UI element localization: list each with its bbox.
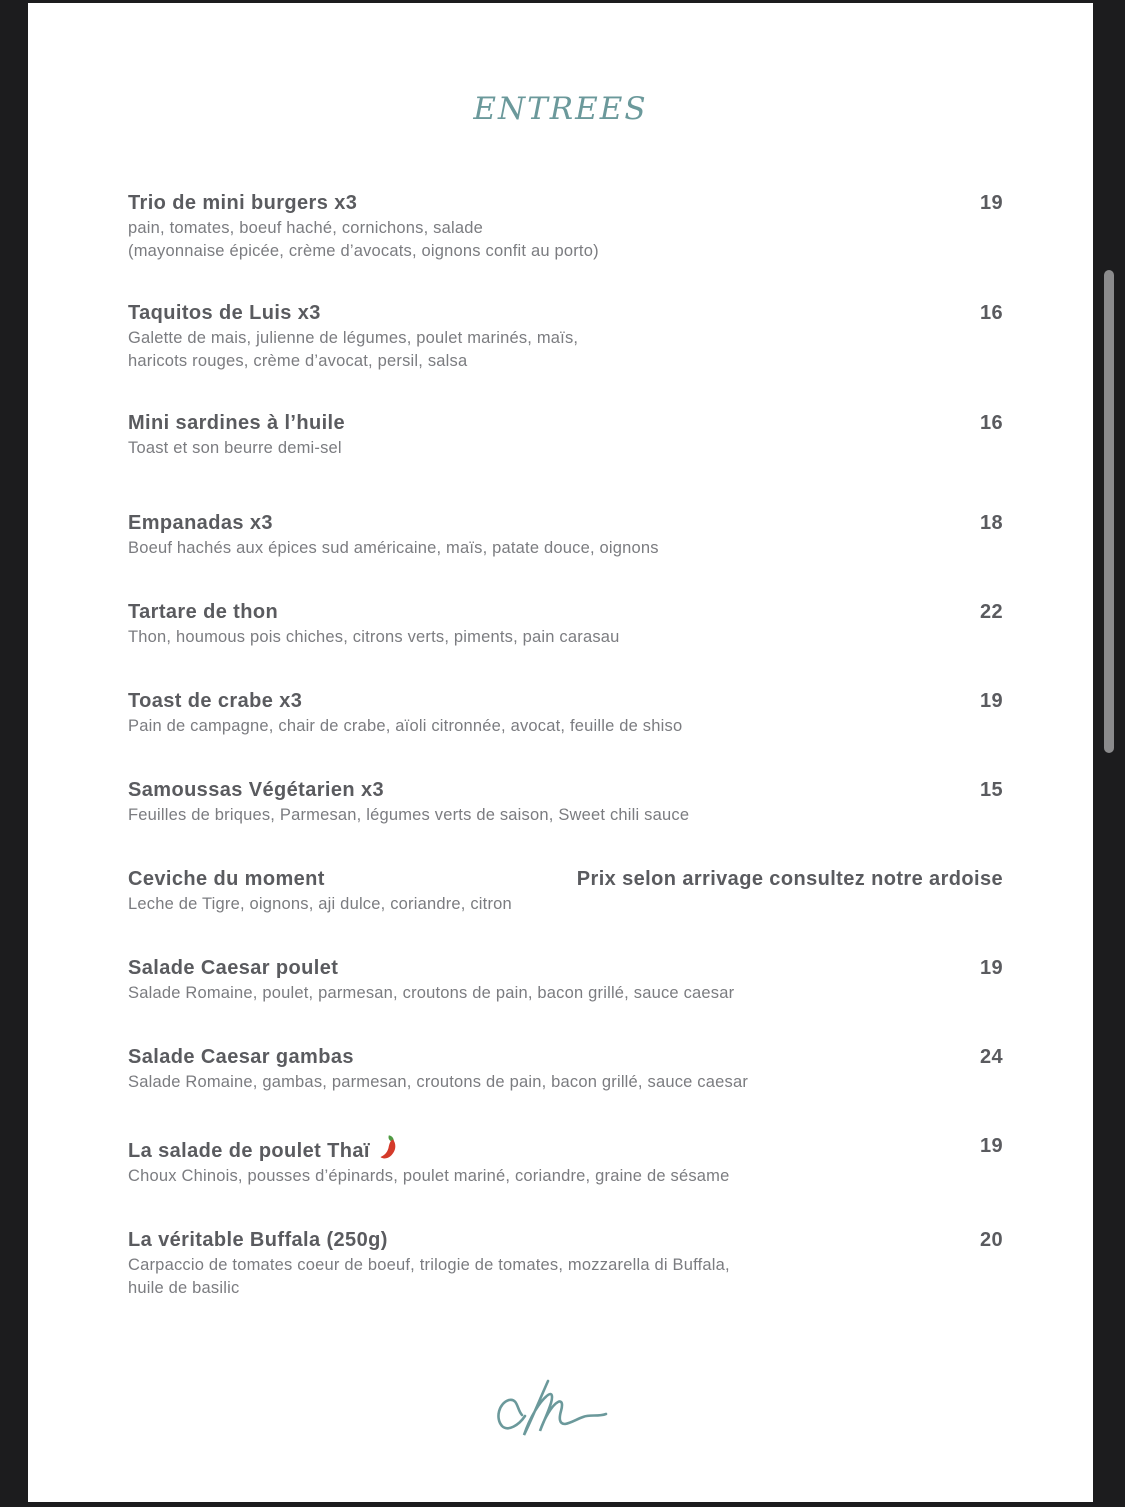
menu-item-head <box>128 301 1003 325</box>
item-name <box>128 1045 354 1069</box>
brand-signature <box>28 1377 1093 1442</box>
item-name <box>128 411 345 435</box>
item-name-text: La véritable Buffala (250g) <box>128 1229 388 1251</box>
item-price: 16 <box>979 412 1003 434</box>
description-line: Choux Chinois, pousses d’épinards, poulet mariné, coriandre, graine de sésame <box>128 1167 730 1185</box>
menu-item <box>128 600 1003 649</box>
menu-item-head <box>128 191 1003 215</box>
description-line: Thon, houmous pois chiches, citrons verts, piments, pain carasau <box>128 628 620 646</box>
item-name-text: Salade Caesar poulet <box>128 957 339 979</box>
item-name-text: Tartare de thon <box>128 601 279 623</box>
item-name-text: Mini sardines à l’huile <box>128 412 346 434</box>
description-line: Leche de Tigre, oignons, aji dulce, coriandre, citron <box>128 895 512 913</box>
item-name <box>128 956 338 980</box>
item-description <box>128 626 1003 649</box>
item-name-text: Ceviche du moment <box>128 868 325 890</box>
item-description <box>128 893 1003 916</box>
menu-item <box>128 1045 1003 1094</box>
menu-item <box>128 1228 1003 1300</box>
item-name <box>128 689 302 713</box>
menu-item <box>128 956 1003 1005</box>
menu-list <box>128 191 1003 1300</box>
menu-item <box>128 191 1003 263</box>
menu-item-head <box>128 867 1003 891</box>
page-title: ENTREES <box>473 91 648 127</box>
description-line: (mayonnaise épicée, crème d’avocats, oignons confit au porto) <box>128 242 599 260</box>
signature-em-icon <box>486 1377 636 1437</box>
item-description <box>128 327 1003 373</box>
menu-item-head <box>128 689 1003 713</box>
item-description <box>128 1254 1003 1300</box>
item-price: 19 <box>979 957 1003 979</box>
description-line: Boeuf hachés aux épices sud américaine, maïs, patate douce, oignons <box>128 539 659 557</box>
menu-item-head <box>128 956 1003 980</box>
item-price: 19 <box>979 690 1003 712</box>
menu-item <box>128 411 1003 460</box>
description-line: Salade Romaine, poulet, parmesan, croutons de pain, bacon grillé, sauce caesar <box>128 984 735 1002</box>
description-line: Salade Romaine, gambas, parmesan, croutons de pain, bacon grillé, sauce caesar <box>128 1073 749 1091</box>
description-line: haricots rouges, crème d’avocat, persil, salsa <box>128 352 468 370</box>
item-price: 19 <box>979 192 1003 214</box>
description-line: Carpaccio de tomates coeur de boeuf, trilogie de tomates, mozzarella di Buffala, <box>128 1256 730 1274</box>
item-name <box>128 778 384 802</box>
menu-item <box>128 511 1003 560</box>
item-name-text: Samoussas Végétarien x3 <box>128 779 384 801</box>
item-description <box>128 217 1003 263</box>
description-line: pain, tomates, boeuf haché, cornichons, salade <box>128 219 484 237</box>
menu-item <box>128 778 1003 827</box>
item-name <box>128 867 325 891</box>
item-price: 24 <box>979 1046 1003 1068</box>
item-description <box>128 1165 1003 1188</box>
item-description <box>128 982 1003 1005</box>
item-name-text: Empanadas x3 <box>128 512 273 534</box>
menu-item-head <box>128 411 1003 435</box>
item-price: 19 <box>979 1135 1003 1157</box>
menu-item <box>128 689 1003 738</box>
menu-item <box>128 867 1003 916</box>
description-line: huile de basilic <box>128 1279 240 1297</box>
menu-item-head <box>128 1045 1003 1069</box>
item-name <box>128 600 278 624</box>
item-name-text: Trio de mini burgers x3 <box>128 192 358 214</box>
menu-item-head <box>128 600 1003 624</box>
description-line: Pain de campagne, chair de crabe, aïoli citronnée, avocat, feuille de shiso <box>128 717 683 735</box>
item-name <box>128 511 273 535</box>
item-price: 20 <box>979 1229 1003 1251</box>
item-name <box>128 1228 388 1252</box>
item-description <box>128 804 1003 827</box>
item-description <box>128 715 1003 738</box>
scrollbar-thumb[interactable] <box>1104 270 1114 753</box>
item-name <box>128 301 321 325</box>
item-name-text: Salade Caesar gambas <box>128 1046 354 1068</box>
item-name <box>128 1134 398 1163</box>
menu-item-head <box>128 778 1003 802</box>
item-name-text: Toast de crabe x3 <box>128 690 303 712</box>
item-name <box>128 191 357 215</box>
item-price: 15 <box>979 779 1003 801</box>
item-price-note: Prix selon arrivage consultez notre ardoise <box>576 868 1003 890</box>
menu-item-head <box>128 1228 1003 1252</box>
menu-item <box>128 301 1003 373</box>
description-line: Feuilles de briques, Parmesan, légumes verts de saison, Sweet chili sauce <box>128 806 690 824</box>
menu-page <box>28 3 1093 1502</box>
description-line: Toast et son beurre demi-sel <box>128 439 342 457</box>
menu-item <box>128 1134 1003 1188</box>
menu-item-head <box>128 511 1003 535</box>
item-description <box>128 537 1003 560</box>
description-line: Galette de mais, julienne de légumes, poulet marinés, maïs, <box>128 329 579 347</box>
item-description <box>128 1071 1003 1094</box>
item-price: 18 <box>979 512 1003 534</box>
item-description <box>128 437 1003 460</box>
chili-pepper-icon <box>378 1134 398 1160</box>
item-name-text: La salade de poulet Thaï <box>128 1140 370 1162</box>
menu-item-head <box>128 1134 1003 1163</box>
item-price: 16 <box>979 302 1003 324</box>
item-name-text: Taquitos de Luis x3 <box>128 302 321 324</box>
item-price: 22 <box>979 601 1003 623</box>
